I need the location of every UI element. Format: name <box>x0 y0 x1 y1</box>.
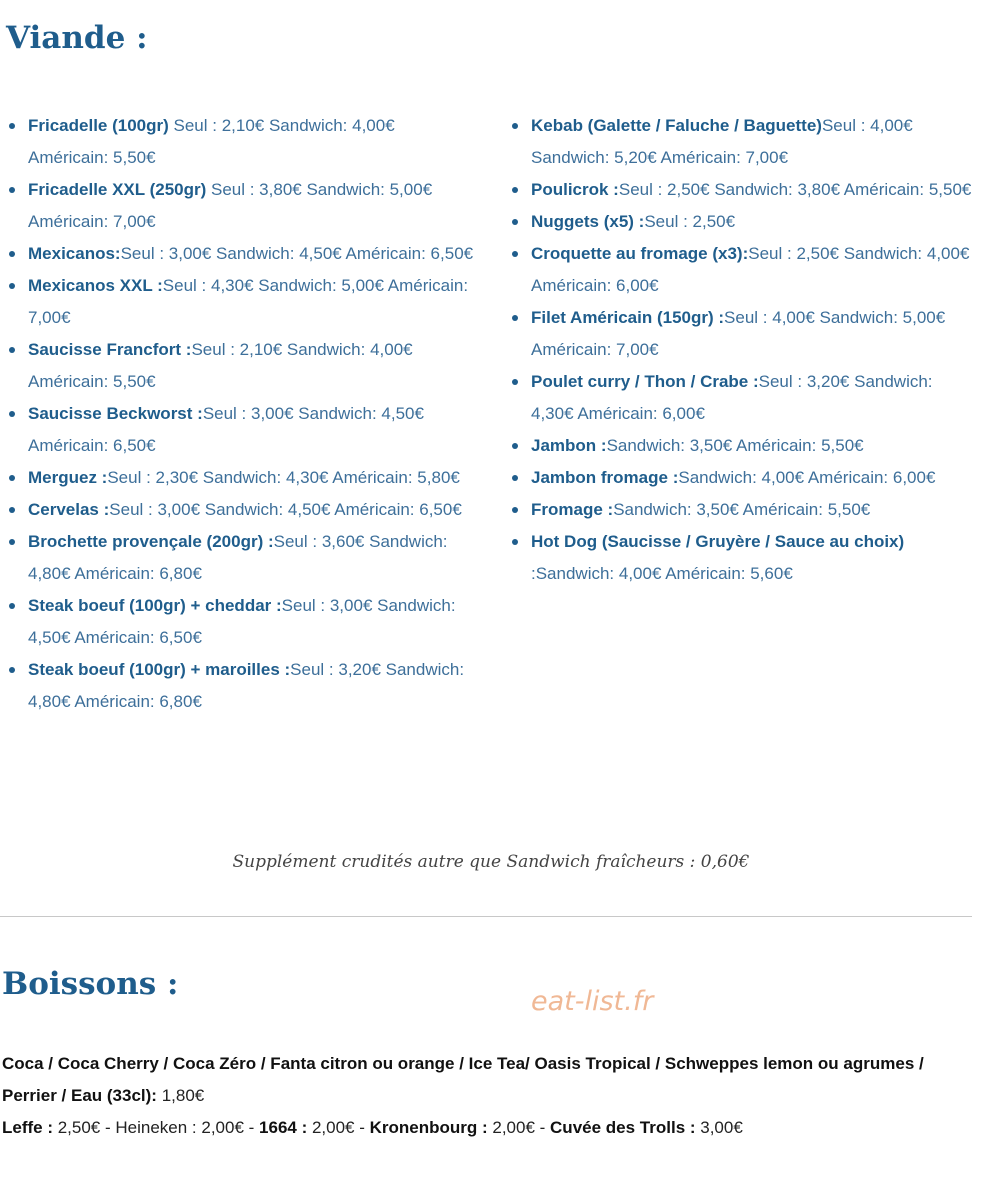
item-price: :Sandwich: 4,00€ Américain: 5,60€ <box>531 564 793 583</box>
item-price: Seul : 2,10€ Sandwich: 4,00€ Américain: 5,50€ <box>28 340 413 391</box>
section-divider <box>0 916 972 917</box>
item-price: Seul : 3,20€ Sandwich: 4,80€ Américain: 6,80€ <box>28 660 465 711</box>
list-item <box>511 526 977 590</box>
leffe-price: 2,50€ <box>53 1118 105 1137</box>
watermark: eat-list.fr <box>531 986 654 1017</box>
b1664-label: 1664 : <box>259 1118 308 1137</box>
list-item <box>511 110 977 174</box>
list-item <box>8 494 478 526</box>
list-item <box>511 462 977 494</box>
list-item <box>8 174 478 238</box>
item-name: Fromage : <box>531 500 614 519</box>
item-name: Hot Dog (Saucisse / Gruyère / Sauce au choix) <box>531 532 905 551</box>
list-item <box>8 462 478 494</box>
softs-line <box>2 1048 972 1112</box>
list-item <box>511 302 977 366</box>
item-name: Merguez : <box>28 468 108 487</box>
trolls-label: Cuvée des Trolls : <box>550 1118 696 1137</box>
list-item <box>8 654 478 718</box>
item-price: Seul : 3,00€ Sandwich: 4,50€ Américain: 6,50€ <box>109 500 462 519</box>
list-item <box>511 494 977 526</box>
list-item <box>511 174 977 206</box>
item-name: Kebab (Galette / Faluche / Baguette) <box>531 116 822 135</box>
item-name: Poulet curry / Thon / Crabe : <box>531 372 759 391</box>
item-name: Croquette au fromage (x3): <box>531 244 749 263</box>
item-price: Seul : 2,30€ Sandwich: 4,30€ Américain: 5,80€ <box>107 468 460 487</box>
item-name: Saucisse Beckworst : <box>28 404 203 423</box>
item-price: Seul : 3,00€ Sandwich: 4,50€ Américain: 6,50€ <box>120 244 474 263</box>
section-title-viande: Viande : <box>6 20 148 56</box>
item-name: Poulicrok : <box>531 180 619 199</box>
item-price: Seul : 3,00€ Sandwich: 4,50€ Américain: 6,50€ <box>28 596 456 647</box>
item-name: Fricadelle XXL (250gr) <box>28 180 207 199</box>
item-price: Sandwich: 4,00€ Américain: 6,00€ <box>678 468 936 487</box>
item-price: Seul : 3,20€ Sandwich: 4,30€ Américain: 6,00€ <box>531 372 933 423</box>
list-item <box>511 430 977 462</box>
item-price: Seul : 4,00€ Sandwich: 5,00€ Américain: 7,00€ <box>531 308 946 359</box>
item-name: Filet Américain (150gr) : <box>531 308 725 327</box>
item-price: Seul : 3,60€ Sandwich: 4,80€ Américain: 6,80€ <box>28 532 448 583</box>
list-item <box>8 238 478 270</box>
item-price: Sandwich: 3,50€ Américain: 5,50€ <box>613 500 871 519</box>
viande-list-left <box>8 110 478 718</box>
item-name: Saucisse Francfort : <box>28 340 192 359</box>
list-item <box>8 334 478 398</box>
list-item <box>8 590 478 654</box>
item-price: Seul : 3,80€ Sandwich: 5,00€ Américain: 7,00€ <box>28 180 433 231</box>
trolls-price: 3,00€ <box>695 1118 743 1137</box>
list-item <box>8 270 478 334</box>
item-name: Brochette provençale (200gr) : <box>28 532 274 551</box>
item-name: Cervelas : <box>28 500 110 519</box>
item-name: Jambon : <box>531 436 607 455</box>
item-name: Fricadelle (100gr) <box>28 116 169 135</box>
beers-line <box>2 1112 972 1144</box>
leffe-label: Leffe : <box>2 1118 53 1137</box>
item-price: Sandwich: 3,50€ Américain: 5,50€ <box>606 436 864 455</box>
supplement-note: Supplément crudités autre que Sandwich fraîcheurs : 0,60€ <box>232 852 750 872</box>
kronenbourg-label: Kronenbourg : <box>369 1118 488 1137</box>
kronenbourg-price: 2,00€ - <box>487 1118 551 1137</box>
item-price: Seul : 2,50€ Sandwich: 4,00€ Américain: 6,00€ <box>531 244 970 295</box>
item-price: Seul : 2,50€ Sandwich: 3,80€ Américain: 5,50€ <box>618 180 972 199</box>
list-item <box>511 238 977 302</box>
list-item <box>8 398 478 462</box>
viande-list-right <box>511 110 977 590</box>
softs-label: Coca / Coca Cherry / Coca Zéro / Fanta citron ou orange / Ice Tea/ Oasis Tropical / Schweppes lemon ou agrumes / Perrier / Eau (33cl): <box>2 1054 924 1105</box>
item-price: Seul : 4,00€ Sandwich: 5,20€ Américain: 7,00€ <box>531 116 913 167</box>
item-price: Seul : 4,30€ Sandwich: 5,00€ Américain: 7,00€ <box>28 276 469 327</box>
list-item <box>8 526 478 590</box>
section-title-boissons: Boissons : <box>2 966 179 1002</box>
heineken-text: - Heineken : 2,00€ - <box>105 1118 260 1137</box>
softs-price: 1,80€ <box>156 1086 205 1105</box>
item-name: Mexicanos XXL : <box>28 276 163 295</box>
item-name: Steak boeuf (100gr) + maroilles : <box>28 660 291 679</box>
list-item <box>8 110 478 174</box>
list-item <box>511 206 977 238</box>
b1664-price: 2,00€ - <box>307 1118 370 1137</box>
item-name: Steak boeuf (100gr) + cheddar : <box>28 596 282 615</box>
item-name: Mexicanos: <box>28 244 121 263</box>
item-price: Seul : 2,10€ Sandwich: 4,00€ Américain: 5,50€ <box>28 116 395 167</box>
item-price: Seul : 2,50€ <box>644 212 736 231</box>
item-name: Jambon fromage : <box>531 468 679 487</box>
list-item <box>511 366 977 430</box>
item-price: Seul : 3,00€ Sandwich: 4,50€ Américain: 6,50€ <box>28 404 424 455</box>
item-name: Nuggets (x5) : <box>531 212 645 231</box>
